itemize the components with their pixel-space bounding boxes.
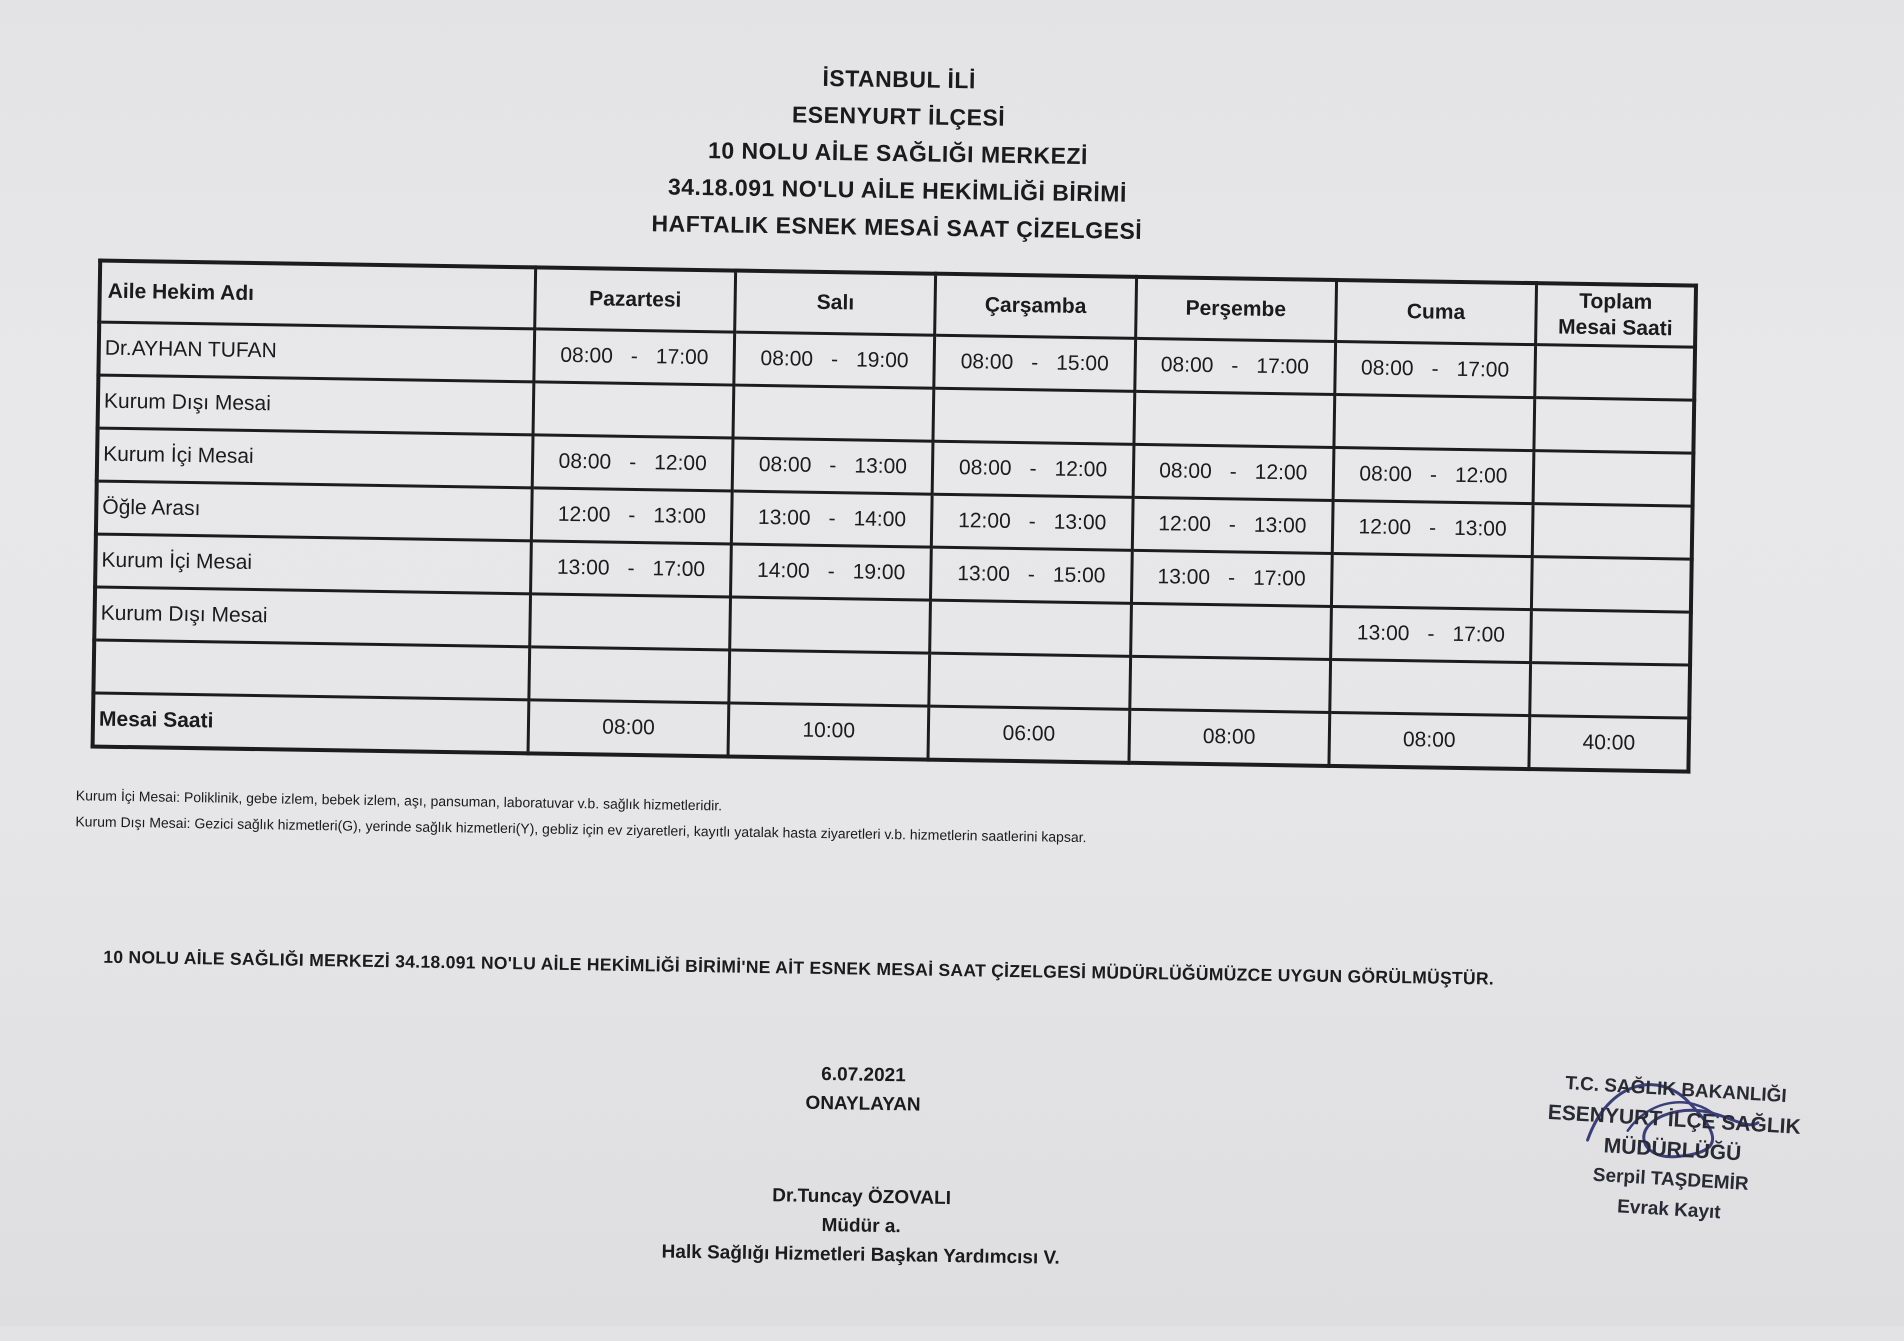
cell-thursday <box>1130 603 1331 659</box>
official-stamp <box>1478 1064 1866 1236</box>
time-separator: - <box>1427 622 1435 646</box>
time-separator: - <box>1229 460 1237 484</box>
cell-monday <box>531 541 732 597</box>
cell-thursday <box>1134 338 1335 394</box>
time-separator: - <box>828 507 836 531</box>
row-label: Kurum Dışı Mesai <box>94 587 530 647</box>
cell-wednesday <box>933 441 1134 497</box>
row-label: Dr.AYHAN TUFAN <box>98 322 534 382</box>
column-header-friday: Cuma <box>1335 280 1536 345</box>
start-time: 08:00 <box>560 343 614 368</box>
cell-wednesday <box>930 600 1131 656</box>
end-time: 15:00 <box>1056 351 1109 376</box>
cell-total <box>1530 663 1690 718</box>
footer-thursday-hours: 08:00 <box>1129 709 1330 766</box>
footer-tuesday-hours: 10:00 <box>728 703 929 760</box>
footer-wednesday-hours: 06:00 <box>928 706 1129 763</box>
stamp-ministry: T.C. SAĞLIK BAKANLIĞI <box>1564 1072 1788 1108</box>
footnotes <box>75 782 1087 850</box>
column-header-monday: Pazartesi <box>535 267 736 332</box>
end-time: 12:00 <box>1054 457 1108 482</box>
time-separator: - <box>628 503 636 528</box>
header-health-center: 10 NOLU AİLE SAĞLIĞI MERKEZİ <box>707 137 1089 170</box>
footer-total-hours: 40:00 <box>1529 716 1689 772</box>
cell-monday <box>531 488 732 544</box>
schedule-table <box>91 259 1698 774</box>
cell-tuesday <box>732 438 933 494</box>
cell-tuesday <box>729 650 930 706</box>
document-header <box>7 47 1790 260</box>
row-label: Öğle Arası <box>96 481 532 541</box>
column-header-thursday: Perşembe <box>1135 277 1336 342</box>
cell-wednesday <box>932 494 1133 550</box>
start-time: 08:00 <box>958 456 1012 480</box>
footer-friday-hours: 08:00 <box>1329 712 1530 769</box>
end-time: 15:00 <box>1052 563 1106 588</box>
column-header-total-line2: Mesai Saati <box>1557 315 1673 341</box>
cell-tuesday <box>733 385 934 441</box>
end-time: 17:00 <box>1452 622 1506 647</box>
footer-monday-hours: 08:00 <box>528 700 729 757</box>
start-time: 13:00 <box>1356 621 1410 646</box>
cell-tuesday <box>731 544 932 600</box>
time-separator: - <box>1429 463 1438 487</box>
cell-wednesday <box>929 653 1130 709</box>
time-separator: - <box>829 454 837 478</box>
end-time: 14:00 <box>853 507 907 532</box>
time-separator: - <box>1228 513 1237 537</box>
start-time: 12:00 <box>1158 512 1212 537</box>
time-separator: - <box>629 450 637 475</box>
approval-statement: 10 NOLU AİLE SAĞLIĞI MERKEZİ 34.18.091 NO'LU AİLE HEKİMLİĞİ BİRİMİ'NE AİT ESNEK MESAİ SAAT ÇİZELGESİ MÜDÜRLÜĞÜMÜZCE UYGUN GÖRÜLMÜŞTÜR. <box>103 946 1495 989</box>
cell-monday <box>532 435 733 491</box>
cell-monday <box>533 382 734 438</box>
approval-date-block <box>613 1057 1114 1123</box>
start-time: 13:00 <box>757 505 811 530</box>
approver-label: ONAYLAYAN <box>805 1092 921 1116</box>
cell-tuesday <box>730 597 931 653</box>
cell-total <box>1532 504 1692 559</box>
cell-thursday <box>1132 497 1333 553</box>
stamp-officer: Serpil TAŞDEMİR <box>1592 1164 1750 1195</box>
start-time: 12:00 <box>1358 515 1412 540</box>
cell-friday <box>1330 606 1531 662</box>
cell-wednesday <box>934 335 1135 391</box>
cell-total <box>1533 451 1693 506</box>
cell-friday <box>1334 394 1535 450</box>
signatory-title: Müdür a. <box>821 1215 901 1238</box>
signatory-block <box>610 1179 1111 1274</box>
stamp-directorate: ESENYURT İLÇE SAĞLIK MÜDÜRLÜĞÜ <box>1547 1100 1802 1166</box>
cell-total <box>1531 610 1691 665</box>
end-time: 19:00 <box>855 348 909 373</box>
start-time: 14:00 <box>756 558 810 583</box>
time-separator: - <box>630 344 639 369</box>
time-separator: - <box>1027 563 1036 587</box>
cell-friday <box>1331 553 1532 609</box>
schedule-body <box>93 322 1695 718</box>
cell-friday <box>1332 500 1533 556</box>
cell-wednesday <box>933 388 1134 444</box>
cell-total <box>1531 557 1691 612</box>
end-time: 13:00 <box>1453 516 1507 541</box>
end-time: 17:00 <box>652 557 706 582</box>
column-header-total-line1: Toplam <box>1579 289 1653 314</box>
footer-label: Mesai Saati <box>93 693 529 753</box>
row-label <box>93 640 529 700</box>
row-label: Kurum İçi Mesai <box>97 428 533 488</box>
start-time: 08:00 <box>758 452 812 477</box>
start-time: 08:00 <box>1359 462 1413 487</box>
time-separator: - <box>627 556 635 581</box>
end-time: 17:00 <box>1456 357 1510 382</box>
row-label: Kurum İçi Mesai <box>95 534 531 594</box>
cell-friday <box>1330 659 1531 715</box>
cell-friday <box>1335 341 1536 397</box>
time-separator: - <box>827 560 835 584</box>
time-separator: - <box>1227 566 1236 590</box>
cell-tuesday <box>732 491 933 547</box>
start-time: 08:00 <box>1360 356 1414 381</box>
end-time: 13:00 <box>1053 510 1107 535</box>
cell-friday <box>1333 447 1534 503</box>
cell-thursday <box>1129 656 1330 712</box>
end-time: 12:00 <box>1254 460 1308 485</box>
cell-thursday <box>1134 391 1335 447</box>
start-time: 08:00 <box>558 449 612 474</box>
end-time: 13:00 <box>1253 513 1307 538</box>
time-separator: - <box>1028 510 1036 534</box>
start-time: 08:00 <box>1160 353 1214 378</box>
end-time: 17:00 <box>1252 566 1306 591</box>
start-time: 08:00 <box>960 350 1014 374</box>
stamp-registry: Evrak Kayıt <box>1616 1196 1722 1224</box>
time-separator: - <box>1431 357 1439 381</box>
column-header-total <box>1536 283 1696 347</box>
end-time: 12:00 <box>654 451 707 476</box>
time-separator: - <box>1428 516 1437 540</box>
cell-monday <box>529 647 730 703</box>
approval-date: 6.07.2021 <box>821 1063 906 1087</box>
header-unit: 34.18.091 NO'LU AİLE HEKİMLİĞİ BİRİMİ <box>667 173 1128 207</box>
signatory-position: Halk Sağlığı Hizmetleri Başkan Yardımcısı V. <box>661 1241 1060 1269</box>
end-time: 19:00 <box>852 560 906 585</box>
header-province: İSTANBUL İLİ <box>822 64 977 94</box>
header-document-title: HAFTALIK ESNEK MESAİ SAAT ÇİZELGESİ <box>651 210 1143 244</box>
column-header-name: Aile Hekim Adı <box>99 261 535 329</box>
start-time: 13:00 <box>1157 565 1211 590</box>
cell-thursday <box>1131 550 1332 606</box>
start-time: 08:00 <box>760 346 814 371</box>
footnote-internal: Kurum İçi Mesai: Poliklinik, gebe izlem, bebek izlem, aşı, pansuman, laboratuvar v.b. sağlık hizmetleridir. <box>75 787 723 814</box>
cell-thursday <box>1133 444 1334 500</box>
end-time: 13:00 <box>653 504 707 529</box>
footnote-external: Kurum Dışı Mesai: Gezici sağlık hizmetleri(G), yerinde sağlık hizmetleri(Y), gebliz için ev ziyaretleri, kayıtlı yatalak hasta ziyaretleri v.b. hizmetlerin saatlerini kapsar. <box>75 813 1087 846</box>
cell-wednesday <box>931 547 1132 603</box>
signatory-name: Dr.Tuncay ÖZOVALI <box>772 1185 952 1210</box>
cell-monday <box>534 329 735 385</box>
start-time: 13:00 <box>556 555 610 580</box>
start-time: 13:00 <box>957 562 1011 586</box>
start-time: 12:00 <box>957 509 1011 533</box>
column-header-wednesday: Çarşamba <box>935 274 1136 339</box>
column-header-tuesday: Salı <box>735 271 936 336</box>
end-time: 12:00 <box>1454 463 1508 488</box>
time-separator: - <box>1231 354 1239 378</box>
end-time: 13:00 <box>854 454 908 479</box>
start-time: 08:00 <box>1159 459 1212 484</box>
header-district: ESENYURT İLÇESİ <box>791 101 1006 131</box>
time-separator: - <box>1031 351 1039 375</box>
cell-monday <box>530 594 731 650</box>
end-time: 17:00 <box>1256 354 1310 379</box>
row-label: Kurum Dışı Mesai <box>98 375 534 435</box>
cell-tuesday <box>734 332 935 388</box>
time-separator: - <box>830 348 839 372</box>
time-separator: - <box>1029 457 1037 481</box>
start-time: 12:00 <box>557 502 611 527</box>
cell-total <box>1534 398 1694 453</box>
end-time: 17:00 <box>655 345 709 370</box>
cell-total <box>1535 345 1695 400</box>
